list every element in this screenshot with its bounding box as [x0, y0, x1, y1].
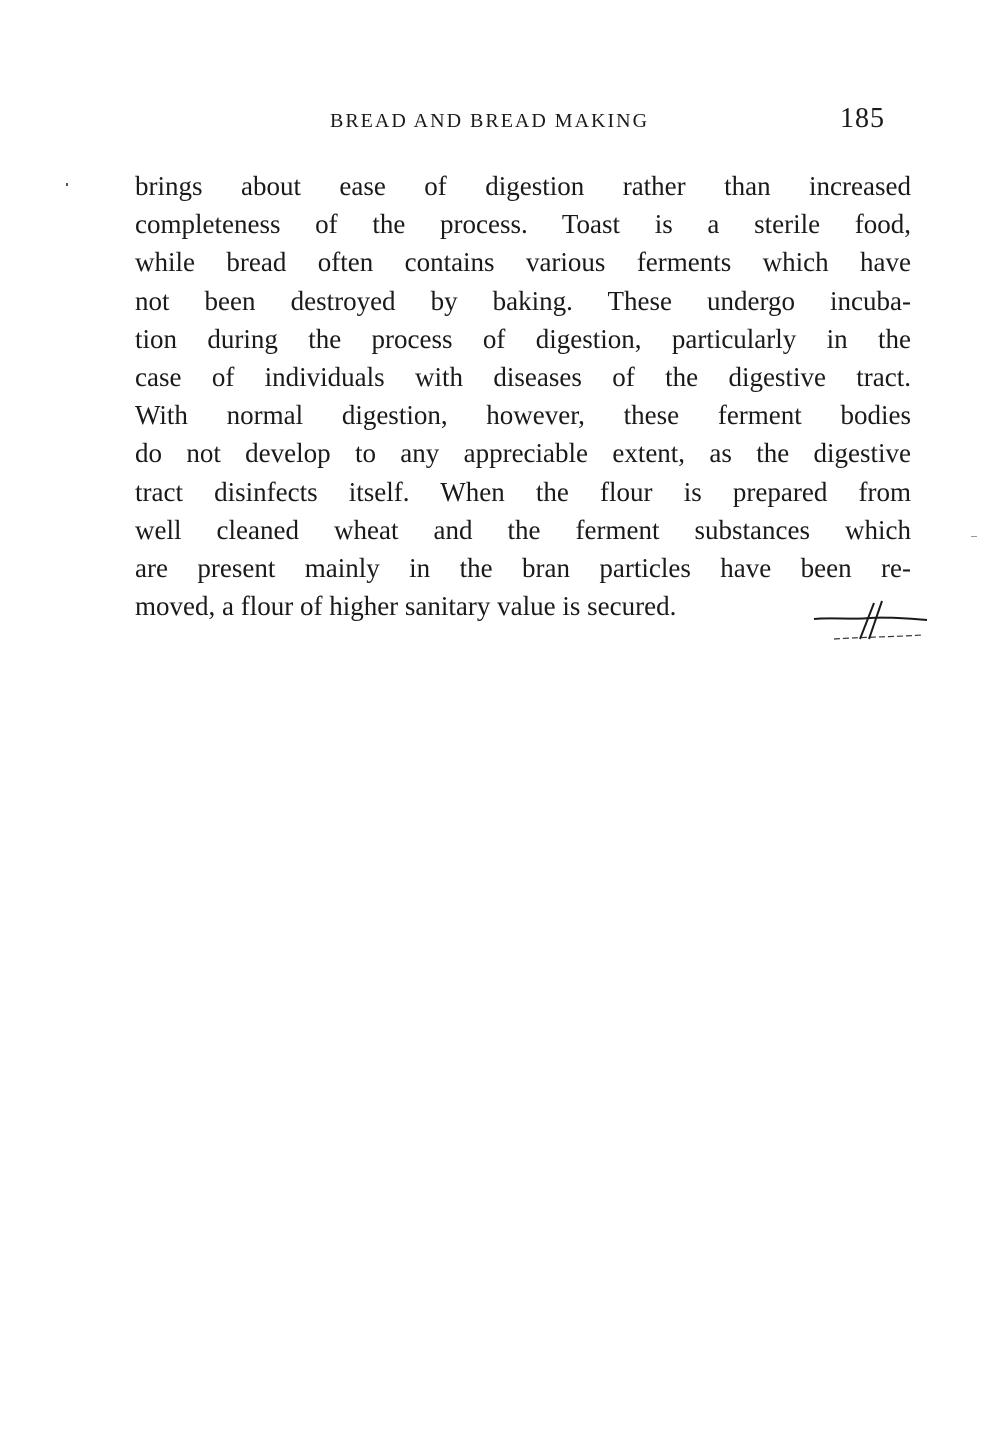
page-number: 185 [840, 103, 885, 134]
handwritten-end-mark [812, 593, 932, 653]
margin-speck [66, 183, 68, 186]
text-line: moved, a flour of higher sanitary value is secured. [135, 591, 677, 622]
text-line: tract disinfects itself. When the flour is prepared from [135, 476, 911, 507]
text-line: do not develop to any appreciable extent, as the digestive [135, 438, 911, 469]
text-line: completeness of the process. Toast is a sterile food, [135, 209, 911, 240]
margin-speck [971, 536, 977, 537]
text-line: are present mainly in the bran particles have been re- [135, 552, 911, 583]
text-line: case of individuals with diseases of the digestive tract. [135, 361, 911, 392]
running-title: BREAD AND BREAD MAKING [330, 110, 650, 132]
body-paragraph [135, 167, 911, 625]
text-line: well cleaned wheat and the ferment substances which [135, 514, 911, 545]
text-line: brings about ease of digestion rather than increased [135, 171, 911, 201]
text-line: not been destroyed by baking. These undergo incuba- [135, 285, 911, 316]
text-line: With normal digestion, however, these ferment bodies [135, 400, 911, 431]
running-head [0, 103, 1000, 138]
text-line: tion during the process of digestion, particularly in the [135, 323, 911, 354]
text-line: while bread often contains various ferments which have [135, 247, 911, 278]
